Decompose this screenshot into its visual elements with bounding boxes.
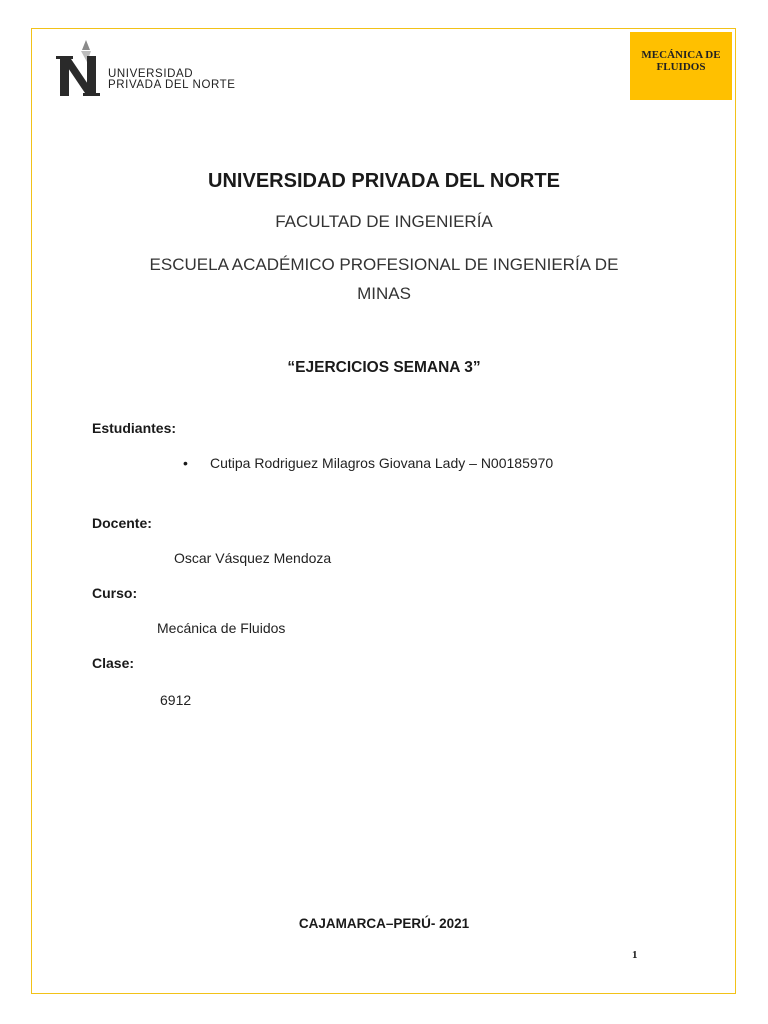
course-tag (630, 32, 732, 100)
upn-n-logo-icon (54, 38, 114, 100)
logo-wordmark (108, 69, 236, 91)
class-label: Clase: (92, 655, 135, 671)
university-title: UNIVERSIDAD PRIVADA DEL NORTE (208, 170, 560, 192)
course-tag-line-1: MECÁNICA DE (641, 49, 721, 61)
school-name (0, 250, 768, 308)
page-number: 1 (632, 949, 638, 961)
logo-line-2: PRIVADA DEL NORTE (108, 79, 236, 91)
students-label: Estudiantes: (92, 420, 177, 436)
logo-line-1: UNIVERSIDAD (108, 68, 194, 80)
course-tag-line-2: FLUIDOS (656, 61, 706, 73)
school-line-2: MINAS (357, 284, 411, 303)
place-and-year: CAJAMARCA–PERÚ- 2021 (298, 916, 470, 931)
student-name: Cutipa Rodriguez Milagros Giovana Lady – N00185970 (210, 455, 554, 471)
work-title: “EJERCICIOS SEMANA 3” (287, 359, 481, 376)
course-label: Curso: (92, 585, 138, 601)
bullet-icon: • (183, 455, 188, 471)
school-line-1: ESCUELA ACADÉMICO PROFESIONAL DE INGENIERÍA DE (149, 255, 619, 274)
faculty-name: FACULTAD DE INGENIERÍA (275, 212, 493, 231)
teacher-name: Oscar Vásquez Mendoza (174, 550, 332, 566)
course-name: Mecánica de Fluidos (157, 620, 286, 636)
teacher-label: Docente: (92, 515, 152, 531)
class-number: 6912 (160, 692, 192, 708)
